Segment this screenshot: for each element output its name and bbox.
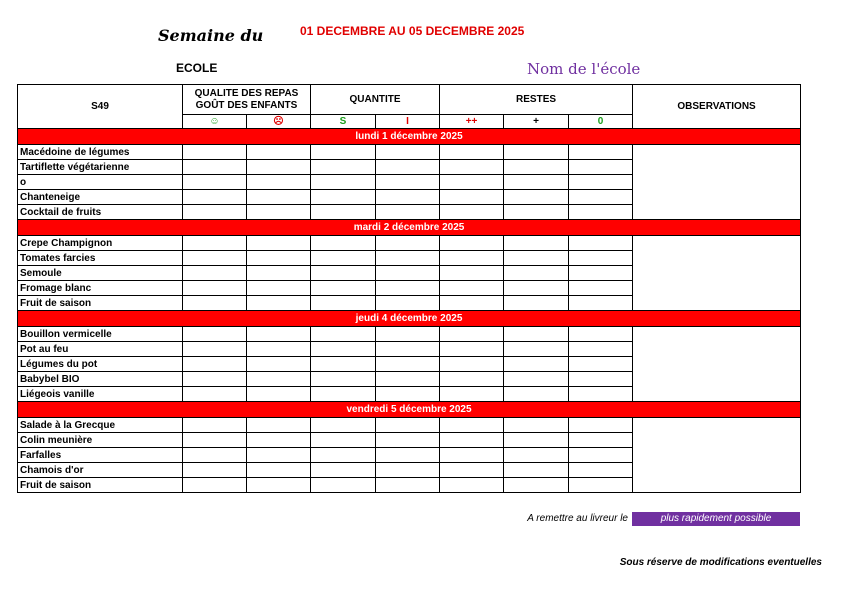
rating-cell[interactable] [247, 418, 311, 433]
rating-cell[interactable] [440, 433, 504, 448]
rating-cell[interactable] [183, 357, 247, 372]
rating-cell[interactable] [247, 236, 311, 251]
rating-cell[interactable] [183, 296, 247, 311]
rating-cell[interactable] [311, 281, 376, 296]
rating-cell[interactable] [569, 160, 633, 175]
rating-cell[interactable] [183, 433, 247, 448]
dish-name: Tartiflette végétarienne [18, 160, 183, 175]
rating-cell[interactable] [504, 281, 569, 296]
day-header: mardi 2 décembre 2025 [18, 220, 801, 236]
dish-name: Semoule [18, 266, 183, 281]
rating-cell[interactable] [440, 372, 504, 387]
rating-cell[interactable] [440, 266, 504, 281]
rating-cell[interactable] [247, 296, 311, 311]
rating-cell[interactable] [440, 175, 504, 190]
day-header: vendredi 5 décembre 2025 [18, 402, 801, 418]
dish-name: Pot au feu [18, 342, 183, 357]
rating-cell[interactable] [247, 266, 311, 281]
rating-cell[interactable] [311, 478, 376, 493]
rating-cell[interactable] [376, 266, 440, 281]
rating-cell[interactable] [569, 327, 633, 342]
observations-cell[interactable] [633, 418, 801, 493]
day-header: lundi 1 décembre 2025 [18, 129, 801, 145]
rating-cell[interactable] [311, 175, 376, 190]
rating-cell[interactable] [569, 433, 633, 448]
dish-name: Babybel BIO [18, 372, 183, 387]
rating-cell[interactable] [376, 387, 440, 402]
rating-cell[interactable] [376, 281, 440, 296]
observations-cell[interactable] [633, 145, 801, 220]
rating-cell[interactable] [183, 387, 247, 402]
rating-cell[interactable] [504, 145, 569, 160]
restes-zero: 0 [569, 115, 633, 129]
dish-name: Crepe Champignon [18, 236, 183, 251]
rating-cell[interactable] [311, 190, 376, 205]
observations-cell[interactable] [633, 327, 801, 402]
rating-cell[interactable] [504, 342, 569, 357]
rating-cell[interactable] [247, 145, 311, 160]
dish-name: Tomates farcies [18, 251, 183, 266]
ecole-name: Nom de l'école [527, 60, 641, 78]
rating-cell[interactable] [311, 266, 376, 281]
rating-cell[interactable] [247, 433, 311, 448]
rating-cell[interactable] [183, 463, 247, 478]
rating-cell[interactable] [311, 251, 376, 266]
rating-cell[interactable] [311, 160, 376, 175]
rating-cell[interactable] [376, 327, 440, 342]
rating-cell[interactable] [376, 190, 440, 205]
rating-cell[interactable] [440, 463, 504, 478]
dish-name: Fruit de saison [18, 478, 183, 493]
rating-cell[interactable] [247, 342, 311, 357]
rating-cell[interactable] [311, 145, 376, 160]
dish-name: Légumes du pot [18, 357, 183, 372]
menu-evaluation-table [17, 84, 801, 493]
rating-cell[interactable] [569, 387, 633, 402]
rating-cell[interactable] [311, 357, 376, 372]
rating-cell[interactable] [247, 357, 311, 372]
date-range: 01 DECEMBRE AU 05 DECEMBRE 2025 [300, 24, 525, 38]
remettre-label: A remettre au livreur le [527, 513, 628, 524]
dish-name: Salade à la Grecque [18, 418, 183, 433]
dish-name: Colin meunière [18, 433, 183, 448]
dish-name: Cocktail de fruits [18, 205, 183, 220]
day-header: jeudi 4 décembre 2025 [18, 311, 801, 327]
rating-cell[interactable] [440, 448, 504, 463]
rating-cell[interactable] [247, 463, 311, 478]
rating-cell[interactable] [183, 448, 247, 463]
rating-cell[interactable] [376, 433, 440, 448]
rating-cell[interactable] [440, 418, 504, 433]
rating-cell[interactable] [569, 296, 633, 311]
rating-cell[interactable] [376, 372, 440, 387]
rating-cell[interactable] [504, 175, 569, 190]
quantite-i: I [376, 115, 440, 129]
rating-cell[interactable] [504, 463, 569, 478]
rating-cell[interactable] [247, 160, 311, 175]
rating-cell[interactable] [440, 145, 504, 160]
dish-row [18, 236, 801, 251]
rating-cell[interactable] [569, 145, 633, 160]
rating-cell[interactable] [376, 145, 440, 160]
rating-cell[interactable] [569, 251, 633, 266]
rating-cell[interactable] [504, 448, 569, 463]
qualite-header: QUALITE DES REPAS GOÛT DES ENFANTS [183, 85, 311, 115]
ecole-label: ECOLE [176, 61, 218, 75]
dish-name: Chanteneige [18, 190, 183, 205]
rating-cell[interactable] [504, 433, 569, 448]
rating-cell[interactable] [183, 327, 247, 342]
dish-name: Farfalles [18, 448, 183, 463]
observations-cell[interactable] [633, 236, 801, 311]
rating-cell[interactable] [569, 190, 633, 205]
rating-cell[interactable] [247, 372, 311, 387]
rating-cell[interactable] [183, 236, 247, 251]
rating-cell[interactable] [440, 357, 504, 372]
rating-cell[interactable] [504, 190, 569, 205]
dish-name: Fruit de saison [18, 296, 183, 311]
dish-name: Liégeois vanille [18, 387, 183, 402]
rating-cell[interactable] [440, 342, 504, 357]
dish-name: Bouillon vermicelle [18, 327, 183, 342]
rating-cell[interactable] [440, 251, 504, 266]
observations-header: OBSERVATIONS [633, 85, 801, 129]
rating-cell[interactable] [569, 266, 633, 281]
rating-cell[interactable] [504, 236, 569, 251]
smile-icon: ☺ [183, 115, 247, 129]
rating-cell[interactable] [183, 372, 247, 387]
rating-cell[interactable] [440, 296, 504, 311]
rating-cell[interactable] [569, 236, 633, 251]
rating-cell[interactable] [569, 281, 633, 296]
rating-cell[interactable] [504, 372, 569, 387]
dish-row [18, 327, 801, 342]
rating-cell[interactable] [504, 205, 569, 220]
remettre-value: plus rapidement possible [632, 512, 800, 526]
rating-cell[interactable] [376, 357, 440, 372]
rating-cell[interactable] [311, 296, 376, 311]
rating-cell[interactable] [440, 327, 504, 342]
dish-name: Fromage blanc [18, 281, 183, 296]
rating-cell[interactable] [504, 418, 569, 433]
rating-cell[interactable] [504, 296, 569, 311]
rating-cell[interactable] [183, 175, 247, 190]
quantite-s: S [311, 115, 376, 129]
rating-cell[interactable] [440, 478, 504, 493]
rating-cell[interactable] [504, 327, 569, 342]
rating-cell[interactable] [311, 418, 376, 433]
rating-cell[interactable] [247, 478, 311, 493]
rating-cell[interactable] [569, 418, 633, 433]
restes-header: RESTES [440, 85, 633, 115]
rating-cell[interactable] [247, 205, 311, 220]
rating-cell[interactable] [504, 478, 569, 493]
rating-cell[interactable] [311, 327, 376, 342]
rating-cell[interactable] [504, 160, 569, 175]
rating-cell[interactable] [569, 372, 633, 387]
dish-row [18, 145, 801, 160]
rating-cell[interactable] [311, 205, 376, 220]
restes-plus-plus: ++ [440, 115, 504, 129]
rating-cell[interactable] [183, 190, 247, 205]
rating-cell[interactable] [376, 448, 440, 463]
rating-cell[interactable] [183, 418, 247, 433]
semaine-label: Semaine du [158, 26, 264, 45]
rating-cell[interactable] [311, 448, 376, 463]
restes-plus: + [504, 115, 569, 129]
rating-cell[interactable] [440, 190, 504, 205]
rating-cell[interactable] [247, 251, 311, 266]
reserve-note: Sous réserve de modifications eventuelles [619, 557, 822, 568]
rating-cell[interactable] [504, 357, 569, 372]
rating-cell[interactable] [247, 281, 311, 296]
rating-cell[interactable] [247, 327, 311, 342]
rating-cell[interactable] [247, 175, 311, 190]
rating-cell[interactable] [183, 160, 247, 175]
rating-cell[interactable] [569, 205, 633, 220]
rating-cell[interactable] [569, 357, 633, 372]
rating-cell[interactable] [311, 372, 376, 387]
rating-cell[interactable] [440, 236, 504, 251]
rating-cell[interactable] [247, 448, 311, 463]
rating-cell[interactable] [504, 266, 569, 281]
rating-cell[interactable] [440, 160, 504, 175]
rating-cell[interactable] [440, 387, 504, 402]
rating-cell[interactable] [183, 342, 247, 357]
rating-cell[interactable] [376, 205, 440, 220]
rating-cell[interactable] [569, 175, 633, 190]
week-number: S49 [18, 85, 183, 129]
rating-cell[interactable] [311, 342, 376, 357]
dish-name: o [18, 175, 183, 190]
rating-cell[interactable] [376, 418, 440, 433]
rating-cell[interactable] [183, 478, 247, 493]
rating-cell[interactable] [569, 463, 633, 478]
rating-cell[interactable] [247, 387, 311, 402]
rating-cell[interactable] [569, 478, 633, 493]
rating-cell[interactable] [183, 205, 247, 220]
rating-cell[interactable] [440, 205, 504, 220]
rating-cell[interactable] [376, 342, 440, 357]
rating-cell[interactable] [376, 463, 440, 478]
rating-cell[interactable] [569, 448, 633, 463]
dish-name: Macédoine de légumes [18, 145, 183, 160]
rating-cell[interactable] [440, 281, 504, 296]
frown-icon: ☹ [247, 115, 311, 129]
rating-cell[interactable] [183, 266, 247, 281]
rating-cell[interactable] [504, 251, 569, 266]
rating-cell[interactable] [376, 251, 440, 266]
dish-name: Chamois d'or [18, 463, 183, 478]
rating-cell[interactable] [311, 463, 376, 478]
rating-cell[interactable] [569, 342, 633, 357]
rating-cell[interactable] [311, 236, 376, 251]
rating-cell[interactable] [376, 175, 440, 190]
rating-cell[interactable] [183, 281, 247, 296]
rating-cell[interactable] [376, 160, 440, 175]
rating-cell[interactable] [183, 251, 247, 266]
rating-cell[interactable] [376, 296, 440, 311]
rating-cell[interactable] [247, 190, 311, 205]
rating-cell[interactable] [376, 236, 440, 251]
rating-cell[interactable] [376, 478, 440, 493]
quantite-header: QUANTITE [311, 85, 440, 115]
rating-cell[interactable] [183, 145, 247, 160]
rating-cell[interactable] [504, 387, 569, 402]
dish-row [18, 418, 801, 433]
rating-cell[interactable] [311, 433, 376, 448]
rating-cell[interactable] [311, 387, 376, 402]
